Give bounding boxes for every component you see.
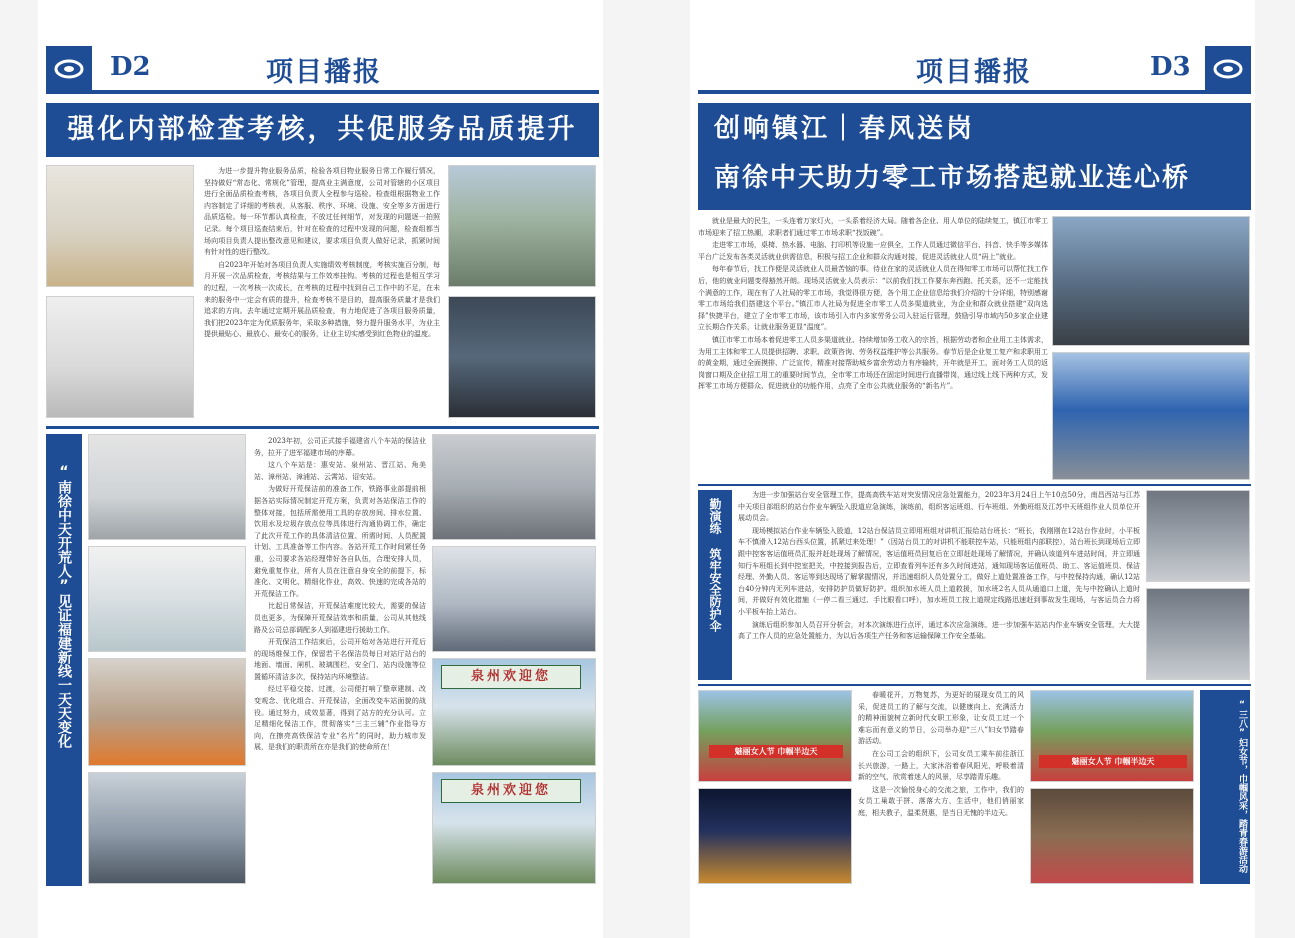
photo-job-fair [1052, 216, 1250, 346]
section-divider [698, 484, 1251, 486]
section-divider [698, 684, 1251, 686]
photo-drill-platform [1146, 490, 1250, 582]
drill-label: 勤演练 筑牢安全防护伞 [698, 490, 732, 680]
photo-inspection-cabinet [46, 296, 194, 418]
paragraph: 为进一步加强站台安全管理工作，提高高铁车站对突发情况应急处置能力，2023年3月24日上午10点50分，南昌西站与江苏中天项目部组织的站台作业车辆坠入股道应急演练，演练前，组织客运班组、行车班组、外勤班组及江苏中天班组作业人员单位开展动员会。 [738, 491, 1140, 523]
station-sign: 泉州欢迎您 [441, 665, 581, 689]
paragraph: 春暖花开，万物复苏，为更好的展现女员工的风采，促进员工的了解与交流，以健康向上、充满活力的精神面貌树立新时代女职工形象，让女员工过一个难忘而有意义的节日，公司举办迎“三八”妇女节踏春游活动。 [858, 691, 1024, 746]
photo-womens-day-park [1030, 690, 1194, 782]
company-logo [46, 46, 92, 92]
article-job-market [698, 216, 1048, 478]
ribbon-banner: 魅丽女人节 巾帼半边天 [709, 745, 843, 758]
photo-bus-trip [1030, 788, 1194, 884]
masthead-d2 [46, 46, 599, 94]
paragraph: 就业是最大的民生，一头连着万家灯火，一头系着经济大局。随着各企业、用人单位的陆续复工，镇江市零工市场迎来了招工热潮，求职者们通过零工市场求职“找饭碗”。 [698, 217, 1048, 237]
page-d2 [38, 0, 603, 938]
photo-inspection-office [46, 165, 194, 287]
paragraph: 比起日常保洁，开荒保洁难度比较大，需要的保洁员也更多，为保障开荒保洁效率和质量，公司从其他线路及公司总部调配多人到福建进行援助工作。 [254, 602, 426, 634]
section-divider [46, 426, 599, 429]
paragraph: 开荒保洁工作结束后，公司开始对各站进行开荒后的现场维保工作，保留若干名保洁员每日对站厅站台的地面、墙面、闸机、玻璃围栏、安全门、站内设施等位置循环清洁多次，保持站内环境整洁。 [254, 638, 426, 681]
paragraph: 经过平稳交接、过渡，公司便打响了整章建制、改变观念、优化组合、开荒保洁，全面改变车站面貌的战役。通过努力，成效显著，得到了站方的充分认可。立足精细化保洁工作，贯彻落实“三主三辅”作业指导方向，在擦亮高铁保洁专业“名片”的同时，助力城市发展，是我们的职责所在亦是我们的使命所在！ [254, 685, 426, 752]
article-inspection [204, 166, 440, 421]
page-number: D3 [1150, 52, 1191, 82]
ribbon-banner: 魅丽女人节 巾帼半边天 [1039, 755, 1187, 768]
article-womens-day [858, 690, 1024, 884]
photo-quanzhou-station [432, 658, 596, 766]
photo-inspection-control-room [448, 296, 596, 418]
article-safety-drill [738, 490, 1140, 680]
paragraph: 演练后组织参加人员召开分析会，对本次演练进行点评，通过本次应急演练，进一步加强车站站内作业车辆安全管理，大大提高了工作人员的应急处置能力，为以后各项生产任务和客运输保障工作安全基础。 [738, 620, 1140, 641]
photo-night-scenery [698, 788, 852, 884]
section-title: 项目播报 [266, 57, 382, 88]
photo-station-gate [432, 434, 596, 540]
photo-quanzhou-station-hall [432, 772, 596, 884]
photo-staff-meeting [88, 658, 246, 766]
photo-job-market-building [1052, 352, 1250, 480]
headline-line-2: 南徐中天助力零工市场搭起就业连心桥 [714, 163, 1191, 193]
sidebar-label: “南徐中天开荒人”见证福建新线一天天变化 [46, 434, 82, 886]
masthead-d3 [698, 46, 1251, 94]
logo-swirl-icon [54, 59, 84, 79]
photo-drill-rescue [1146, 588, 1250, 680]
paragraph: 为做好开荒保洁前的准备工作，铁路事业部提前根据各站实际情况制定开荒方案，负责对各站保洁工作的整体对接，包括所需使用工具的存放房间、排水位置、饮用水及垃圾存放点位等具体进行沟通协调工作，确定了此次开荒工作的具体清洁位置、所需时间、人员配置计划、工具准备等工作内容。各站开荒工作时间紧任务重，公司要求各站经理带好各自队伍，合理安排人员，避免重复作业，所有人员在注意自身安全的前提下，标准化、文明化、精细化作业，高效、快速的完成各站的开荒保洁工作。 [254, 485, 426, 598]
photo-inspection-outdoor [448, 165, 596, 287]
womens-day-label: “三八”妇女节，巾帼风采，踏青春游活动 [1200, 690, 1250, 884]
logo-swirl-icon [1213, 59, 1243, 79]
paragraph: 每年春节后，找工作便是灵活就业人员最苦恼的事。待业在家的灵活就业人员在得知零工市场可以帮忙找工作后，他的就业问题变得豁然开朗。现场灵活就业人员表示：“以前我们找工作要东奔西跑、托关系，还不一定能找个满意的工作，现在有了人社局的零工市场，我觉得很方便，各个用工企业信息给我们介绍的十分详细，特别感谢零工市场给我们搭建这个平台。”镇江市人社局为促进全市零工人员多渠道就业，为企业和群众就业搭建“双向选择”快捷平台，建立了全市零工市场，该市场引入市内多家劳务公司入驻运行管理，鼓励引导市域内50多家企业建立长期合作关系，让就业服务更显“温度”。 [698, 265, 1048, 332]
paragraph: 走进零工市场，桌椅、热水器、电脑、打印机等设施一应俱全，工作人员通过微信平台、抖音、快手等多媒体平台广泛发布各类灵活就业供需信息，积极与招工企业和群众沟通对接，促进灵活就业人员“码上”就业。 [698, 241, 1048, 261]
paragraph: 这八个车站是：惠安站、泉州站、晋江站、角美站、漳州站、漳浦站、云霄站、诏安站。 [254, 461, 426, 481]
section-title: 项目播报 [916, 57, 1032, 88]
photo-cleaning-team [88, 772, 246, 884]
photo-supply-shelf [88, 546, 246, 652]
paragraph: 这是一次愉悦身心的交流之旅，工作中，我们的女员工巢敢于拼、落落大方，生活中，他们俏丽家庭，相夫教子，温柔贤惠，是当日无愧的半边天。 [858, 785, 1024, 817]
photo-womens-day-group [698, 690, 852, 782]
page-number: D2 [110, 52, 151, 82]
headline-banner [698, 103, 1251, 210]
article-fujian-cleaning [254, 436, 426, 884]
headline-line-1: 创响镇江｜春风送岗 [714, 114, 976, 144]
page-d3 [690, 0, 1255, 938]
photo-restroom-cleaning [88, 434, 246, 540]
station-sign: 泉州欢迎您 [441, 779, 581, 803]
paragraph: 为进一步提升物业服务品质，检验各项目物业服务日常工作履行情况，坚持做好“常态化、常规化”管理，提高业主满意度，公司对管辖的小区项目进行全面品质检查考核，各项目负责人全程参与巡检。检查组根据物业工作内容制定了详细的考核表，从客服、秩序、环境、设施、安全等多方面进行品质巡检。每一环节都认真检查，不放过任何细节，对发现的问题逐一拍照记录。每个项目巡查结束后，针对在检查的过程中发现的问题，检查组都当场向项目负责人提出整改意见和建议，要求项目负责人做好记录，抓紧时间有针对性的进行整改。 [204, 167, 440, 257]
headline-banner: 强化内部检查考核，共促服务品质提升 [46, 103, 599, 157]
paragraph: 自2023年开始对各项目负责人实施绩效考核制度，考核实施百分制，每月开展一次品质检查，考核结果与工作效率挂钩。考核的过程也是相互学习的过程，一次考核一次成长，在考核的过程中找到自己工作中的不足，在未来的服务中一定会有质的提升，检查考核不是目的，提高服务质量才是我们追求的方向。去年通过定期开展品质检查，有力地促进了各项目服务质量，我们把2023年定为优质服务年，采取多种措施，努力提升服务水平，为业主提供最贴心、最放心、最安心的服务，让业主切实感受到红色物业的温度。 [204, 260, 440, 339]
paragraph: 现场模拟站台作业车辆坠入股道，12站台保洁员立即用班组对讲机汇报给站台班长：“班长，我刚刚在12站台作业时，小平板车不慎滑入12站台西头位置，抓紧过来处理！”（因站台员工的对讲机不能联控车站，只能班组内部联控），站台班长到现场后立即跟中控客客运值班员汇报并赶赴现场了解情况，客运值班员回复后在立即赶赴现场了解情况，并确认该道列车进站时间，并立即通知行车班组长到中控室把关，中控接到报告后，立即查看列车还有多久时间进站，通知现场客运值班员、助工、客运值班员、保洁经理、外勤人员、客运等到达现场了解掌握情况，并迅速组织人员处置分工，做好上道处置准备工作，与中控保持沟通，确认12站台40分钟内无列车进站，安排防护员做好防护。组织加水班人员上道救援，加水班2名人员从通道口上道，先与中控确认上道时间，并做好有效化措施（一停二看三通过、手比眼看口呼），加水班员工按上道规定线路迅速赶到事故发生现场，与客运员合力将小平板车抬上站台。 [738, 526, 1140, 616]
photo-staff-record [432, 546, 596, 652]
paragraph: 在公司工会的组织下，公司女员工乘车前往浙江长兴旅游，一路上，大家沐浴着春风阳光，呼吸着清新的空气，欣赏着迷人的风景，尽享踏青乐趣。 [858, 749, 1024, 782]
paragraph: 镇江市零工市场本着促进零工人员多渠道就业、持续增加务工收入的宗旨，根据劳动者和企业用工主体需求，为用工主体和零工人员提供招聘、求职、政策咨询、劳务权益维护等公共服务。春节后是企业复工复产和求职用工的黄金期，通过全面摸排、广泛宣传，精准对接帮助城乡富余劳动力有序输转，开年就是开工，面对务工人员的返岗窗口期及企业招工用工的重要时间节点，全市零工市场还在固定时间进行直播带岗，通过线上线下两种方式，发挥零工市场方便群众、促进就业的功能作用，点亮了全市公共就业服务的“新名片”。 [698, 335, 1048, 391]
paragraph: 2023年初，公司正式接手福建省八个车站的保洁业务，拉开了进军福建市场的序幕。 [254, 437, 426, 457]
company-logo [1205, 46, 1251, 92]
